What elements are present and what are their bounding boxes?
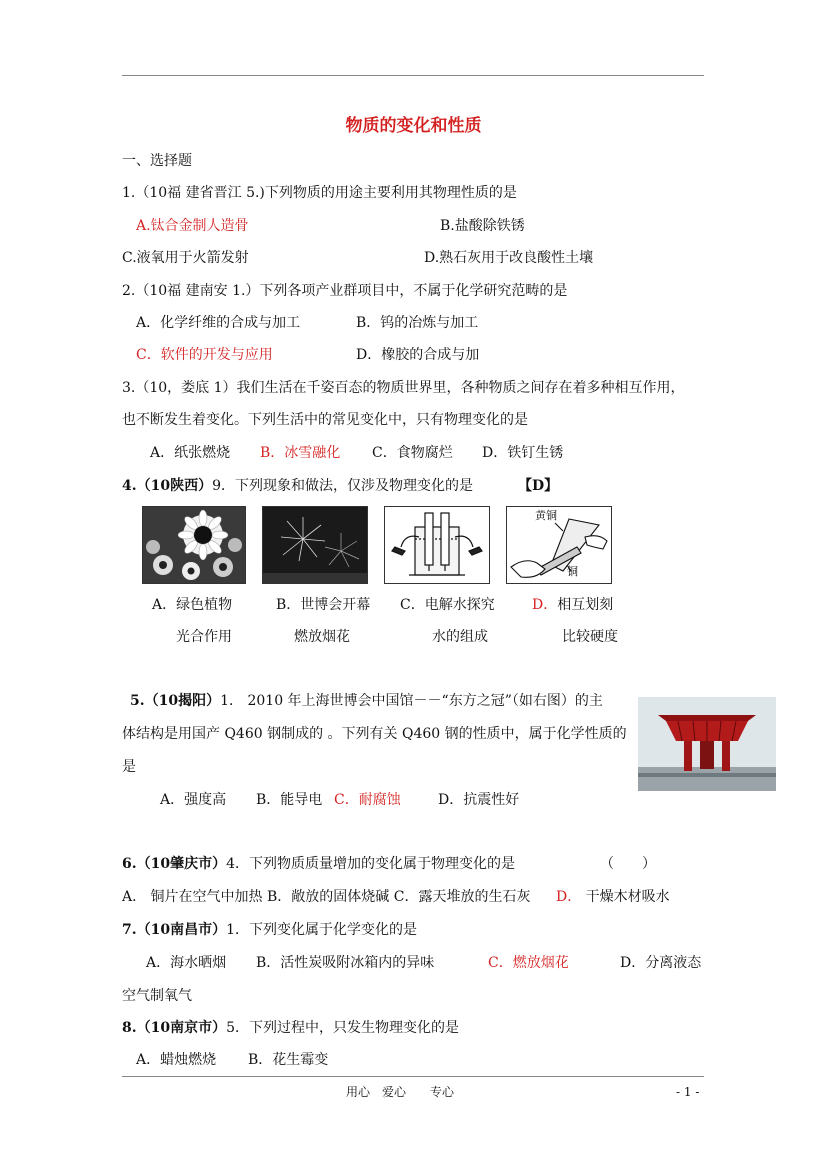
q4-option-b-line1: B．世博会开幕 — [276, 597, 371, 613]
q1-stem: 1.（10福 建省晋江 5.)下列物质的用途主要利用其物理性质的是 — [122, 185, 517, 201]
q8-text: 5．下列过程中，只发生物理变化的是 — [226, 1020, 460, 1036]
q3-stem-line2: 也不断发生着变化。下列生活中的常见变化中，只有物理变化的是 — [122, 412, 528, 428]
q4-stem — [122, 476, 473, 496]
q3-option-b: B．冰雪融化 — [260, 445, 341, 461]
q7-number: 7. — [122, 922, 137, 938]
q5-stem-line3: 是 — [122, 759, 136, 775]
q3-option-c: C．食物腐烂 — [372, 445, 453, 461]
q6-option-d-text: 干燥木材吸水 — [581, 889, 670, 905]
header-rule — [122, 75, 704, 76]
q5-stem-line1 — [130, 691, 603, 711]
q1-option-c: C.液氧用于火箭发射 — [122, 250, 249, 266]
q4-number: 4. — [122, 478, 137, 494]
q4-text: 9．下列现象和做法，仅涉及物理变化的是 — [212, 478, 474, 494]
q4-option-d-line2: 比较硬度 — [562, 629, 618, 645]
q2-option-a: A．化学纤维的合成与加工 — [136, 315, 301, 331]
footer-motto: 用心 爱心 专心 — [346, 1085, 455, 1099]
q4-source: （10陕西） — [136, 478, 213, 494]
q4-option-a-line1: A．绿色植物 — [152, 597, 233, 613]
q8-option-a: A．蜡烛燃烧 — [136, 1052, 217, 1068]
q4-option-c-line1: C．电解水探究 — [400, 597, 495, 613]
q6-stem — [122, 854, 515, 874]
q2-option-d: D．橡胶的合成与加 — [356, 347, 480, 363]
copper-label: 铜 — [567, 565, 578, 578]
q8-number: 8. — [122, 1020, 137, 1036]
q1-option-b: B.盐酸除铁锈 — [440, 218, 525, 234]
q6-option-d-letter: D． — [556, 889, 582, 905]
q5-option-b: B．能导电 — [256, 792, 323, 808]
q7-option-d: D．分离液态 — [620, 955, 702, 971]
q4-option-d-text: 相互划刻 — [557, 597, 614, 613]
q4-option-b-line2: 燃放烟花 — [294, 629, 350, 645]
q7-option-a: A．海水晒烟 — [146, 955, 227, 971]
q7-stem — [122, 920, 417, 940]
q4-answer: 【D】 — [518, 478, 559, 494]
q6-answer-paren: （ ） — [600, 856, 656, 872]
q2-option-b: B．钨的冶炼与加工 — [356, 315, 479, 331]
q5-option-c: C．耐腐蚀 — [334, 792, 401, 808]
q8-source: （10南京市） — [136, 1020, 227, 1036]
q3-option-d: D．铁钉生锈 — [482, 445, 564, 461]
q7-option-c: C．燃放烟花 — [488, 955, 569, 971]
q3-stem-line1: 3.（10，娄底 1）我们生活在千姿百态的物质世界里，各种物质之间存在着多种相互作用， — [122, 380, 685, 396]
q5-number: 5. — [130, 693, 145, 709]
q4-option-d-letter: D． — [532, 597, 558, 613]
scratch-metals-diagram — [506, 506, 612, 584]
q5-option-a: A．强度高 — [160, 792, 227, 808]
q1-option-a: A.钛合金制人造骨 — [136, 218, 249, 234]
q6-options-abc: A． 铜片在空气中加热 B．敞放的固体烧碱 C．露天堆放的生石灰 — [122, 889, 531, 905]
sunflower-photo — [142, 506, 246, 584]
q4-option-c-line2: 水的组成 — [432, 629, 488, 645]
q4-option-a-line2: 光合作用 — [176, 629, 232, 645]
footer-rule — [122, 1076, 704, 1077]
china-pavilion-photo — [638, 697, 776, 791]
q6-source: （10肇庆市） — [136, 856, 227, 872]
q7-option-d-continued: 空气制氧气 — [122, 988, 192, 1004]
q6-option-d — [556, 887, 670, 907]
q4-option-d-line1 — [532, 595, 613, 615]
page-number: - 1 - — [676, 1085, 700, 1099]
q5-source: （10揭阳） — [144, 693, 221, 709]
section-heading: 一、选择题 — [122, 153, 192, 169]
q6-text: 4．下列物质质量增加的变化属于物理变化的是 — [226, 856, 516, 872]
q5-text: 1． 2010 年上海世博会中国馆－－“东方之冠”（如右图）的主 — [220, 693, 603, 709]
q7-text: 1．下列变化属于化学变化的是 — [226, 922, 418, 938]
brass-label: 黄铜 — [535, 509, 557, 522]
q6-number: 6. — [122, 856, 137, 872]
q2-option-c: C．软件的开发与应用 — [136, 347, 273, 363]
page-title: 物质的变化和性质 — [345, 116, 482, 136]
q8-stem — [122, 1018, 459, 1038]
fireworks-photo — [262, 506, 368, 584]
q5-option-d: D．抗震性好 — [438, 792, 520, 808]
q7-option-b: B．活性炭吸附冰箱内的异味 — [256, 955, 435, 971]
q3-option-a: A．纸张燃烧 — [150, 445, 231, 461]
electrolysis-diagram — [384, 506, 490, 584]
q8-option-b: B．花生霉变 — [248, 1052, 329, 1068]
q1-option-d: D.熟石灰用于改良酸性土壤 — [424, 250, 594, 266]
q2-stem: 2.（10福 建南安 1.）下列各项产业群项目中，不属于化学研究范畴的是 — [122, 283, 568, 299]
q7-source: （10南昌市） — [136, 922, 227, 938]
q5-stem-line2: 体结构是用国产 Q460 钢制成的 。下列有关 Q460 钢的性质中，属于化学性质的 — [122, 726, 627, 742]
